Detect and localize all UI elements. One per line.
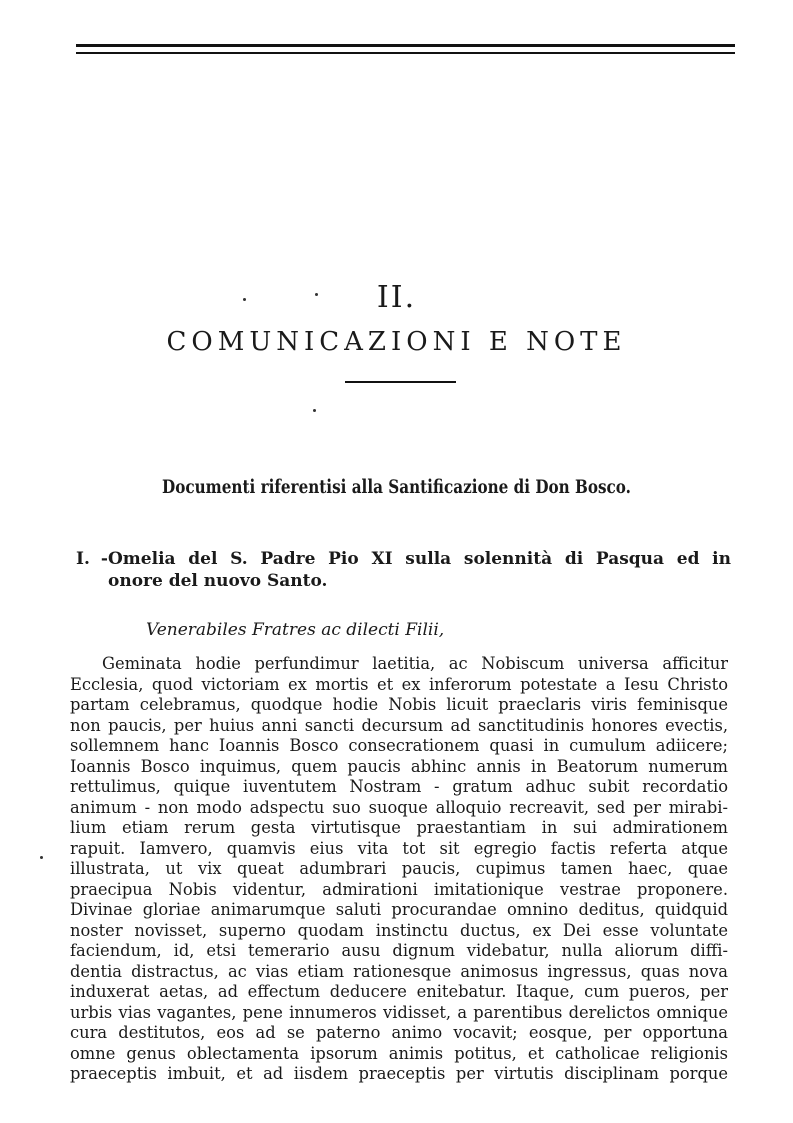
text-line: Ioannis Bosco inquimus, quem paucis abhinc annis in Beatorum numerum [70,756,728,776]
text-line: non paucis, per huius anni sancti decursum ad sanctitudinis honores evectis, [70,715,728,735]
item-heading-text: Omelia del S. Padre Pio XI sulla solennità di Pasqua ed in [108,549,731,569]
text-line: praeceptis imbuit, et ad iisdem praeceptis per virtutis disciplinam porque [70,1064,728,1083]
section-title: COMUNICAZIONI E NOTE [166,327,627,357]
text-line: sollemnem hanc Ioannis Bosco consecrationem quasi in cumulum adiicere; [70,736,728,755]
text-line: noster novisset, superno quodam instinctu ductus, ex Dei esse voluntate [70,920,728,940]
text-line: induxerat aetas, ad effectum deducere enitebatur. Itaque, cum pueros, per [70,982,728,1001]
text-line: dentia distractus, ac vias etiam rationesque animosus ingressus, quas nova [70,961,728,981]
text-line: praecipua Nobis videntur, admirationi imitationique vestrae proponere. [70,879,728,899]
text-line: cura destitutos, eos ad se paterno animo vocavit; eosque, per opportuna [70,1023,728,1042]
item-heading [76,548,731,592]
text-line: partam celebramus, quodque hodie Nobis licuit praeclaris viris feminisque [70,695,728,714]
text-line: omne genus oblectamenta ipsorum animis potitus, et catholicae religionis [70,1043,728,1063]
text-line: rettulimus, quique iuventutem Nostram - gratum adhuc subit recordatio [70,777,728,796]
text-line: rapuit. Iamvero, quamvis eius vita tot sit egregio factis referta atque [70,838,728,858]
item-heading-line: onore del nuovo Santo. [108,571,328,591]
stray-mark [40,856,43,859]
text-line: lium etiam rerum gesta virtutisque praestantiam in sui admirationem [70,818,728,837]
text-line: Divinae gloriae animarumque saluti procurandae omnino deditus, quidquid [70,900,728,919]
text-line: faciendum, id, etsi temerario ausu dignum videbatur, nulla aliorum diffi- [70,941,728,960]
title-rule [345,381,456,383]
text-line: Ecclesia, quod victoriam ex mortis et ex inferorum potestate a Iesu Christo [70,674,728,694]
text-line: urbis vias vagantes, pene innumeros vidisset, a parentibus derelictos omnique [70,1002,728,1022]
section-number: II. [376,280,417,315]
text-line: Geminata hodie perfundimur laetitia, ac Nobiscum universa afficitur [102,654,728,673]
item-heading-line [76,548,731,570]
header-rule-thick [76,44,735,47]
stray-mark [313,409,316,412]
document-heading: Documenti riferentisi alla Santificazione di Don Bosco. [162,476,631,498]
header-rule-thin [76,52,735,54]
salutation: Venerabiles Fratres ac dilecti Filii, [146,620,445,640]
text-line: animum - non modo adspectu suo suoque alloquio recreavit, sed per mirabi- [70,797,728,817]
body-text [70,654,728,1085]
text-line: illustrata, ut vix queat adumbrari paucis, cupimus tamen haec, quae [70,859,728,878]
item-number: I. - [76,549,108,569]
